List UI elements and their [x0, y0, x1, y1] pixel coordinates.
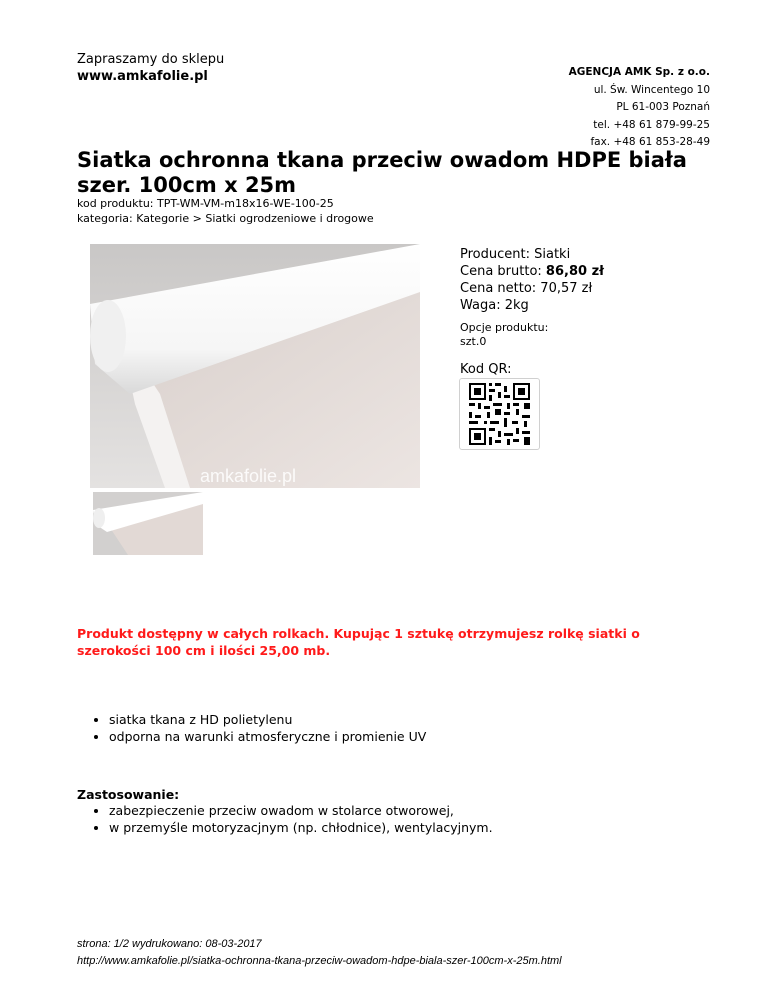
availability-notice: Produkt dostępny w całych rolkach. Kupując 1 sztukę otrzymujesz rolkę siatki o szerokości 100 cm i ilości 25,00 mb.: [77, 626, 640, 658]
product-meta: [77, 196, 374, 226]
list-item: • zabezpieczenie przeciw owadom w stolarce otworowej,: [109, 802, 717, 819]
product-thumbnail[interactable]: [93, 492, 203, 555]
shop-url-link[interactable]: www.amkafolie.pl: [77, 69, 208, 84]
page-info: strona: 1/2 wydrukowano: 08-03-2017: [77, 938, 262, 950]
product-title: Siatka ochronna tkana przeciw owadom HDPE biała szer. 100cm x 25m: [77, 148, 687, 197]
invite-text: Zapraszamy do sklepu: [77, 52, 225, 67]
print-footer: [77, 936, 562, 970]
product-code: kod produktu: TPT-WM-VM-m18x16-WE-100-25: [77, 197, 334, 210]
price-gross-label: Cena brutto:: [460, 264, 546, 279]
company-name: AGENCJA AMK Sp. z o.o.: [568, 66, 710, 78]
company-fax: fax. +48 61 853-28-49: [590, 136, 710, 148]
weight: Waga: 2kg: [460, 298, 529, 313]
price-gross: [460, 263, 604, 280]
qr-code-label: Kod QR:: [460, 362, 512, 377]
options-value: szt.0: [460, 335, 487, 348]
usage-heading: Zastosowanie:: [77, 787, 180, 802]
company-phone: tel. +48 61 879-99-25: [593, 118, 710, 131]
company-city: PL 61-003 Poznań: [616, 101, 710, 113]
product-options: [460, 321, 548, 349]
feature-list: [77, 711, 717, 745]
producer: Producent: Siatki: [460, 247, 571, 262]
company-street: ul. Św. Wincentego 10: [593, 83, 710, 96]
page-url: http://www.amkafolie.pl/siatka-ochronna-tkana-przeciw-owadom-hdpe-biala-szer-100cm-x-25m.html: [77, 955, 562, 967]
image-watermark: amkafolie.pl: [200, 466, 297, 486]
list-item: • siatka tkana z HD polietylenu: [109, 711, 717, 728]
product-main-image[interactable]: [90, 244, 420, 488]
qr-code-frame: [459, 378, 540, 450]
shop-invitation: [77, 51, 224, 85]
qr-code-icon: [460, 379, 539, 449]
product-category: kategoria: Kategorie > Siatki ogrodzeniowe i drogowe: [77, 212, 374, 225]
company-address: [569, 64, 710, 152]
price-net: Cena netto: 70,57 zł: [460, 281, 593, 296]
price-gross-value: 86,80 zł: [545, 264, 604, 279]
list-item: • w przemyśle motoryzacjnym (np. chłodnice), wentylacyjnym.: [109, 819, 717, 836]
options-label: Opcje produktu:: [460, 321, 549, 334]
product-specs: [460, 246, 604, 314]
list-item: • odporna na warunki atmosferyczne i promienie UV: [109, 728, 717, 745]
usage-list: [77, 802, 717, 836]
